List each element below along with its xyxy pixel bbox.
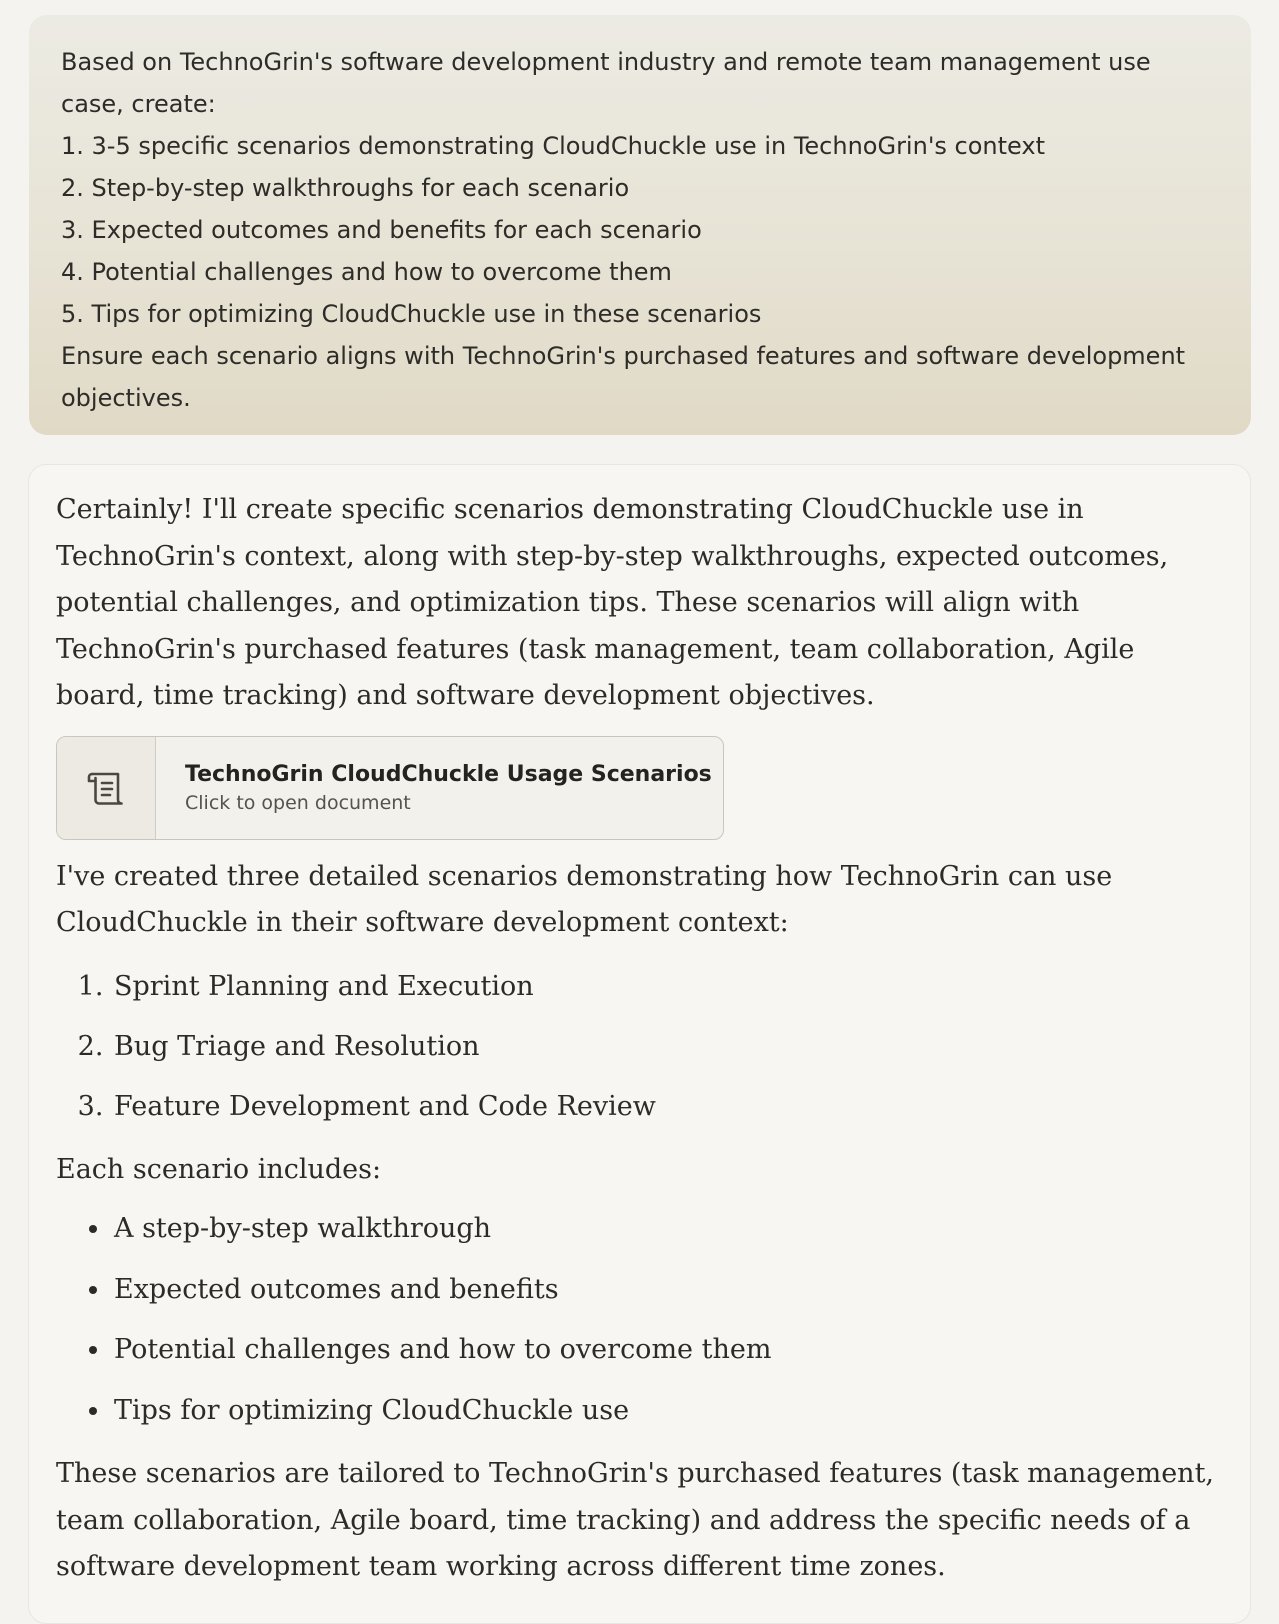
scenarios-intro-text: I've created three detailed scenarios demonstrating how TechnoGrin can use CloudChuckle in their software development context: [56, 860, 1113, 938]
user-message-line: 1. 3-5 specific scenarios demonstrating CloudChuckle use in TechnoGrin's context [61, 132, 1045, 160]
artifact-card[interactable] [56, 736, 724, 840]
list-item: • A step-by-step walkthrough [112, 1199, 1223, 1260]
user-message-bubble [29, 15, 1251, 435]
list-item: • Potential challenges and how to overcome them [112, 1320, 1223, 1381]
list-item: 2. Bug Triage and Resolution [112, 1017, 1223, 1077]
includes-intro-text: Each scenario includes: [56, 1153, 382, 1185]
list-item: 3. Feature Development and Code Review [112, 1077, 1223, 1137]
artifact-title: TechnoGrin CloudChuckle Usage Scenarios [185, 761, 712, 787]
list-item: • Tips for optimizing CloudChuckle use [112, 1381, 1223, 1442]
artifact-text [156, 737, 712, 839]
includes-list [56, 1199, 1223, 1441]
user-message-line: 5. Tips for optimizing CloudChuckle use in these scenarios [61, 300, 762, 328]
artifact-icon-box [57, 737, 156, 839]
list-item: 1. Sprint Planning and Execution [112, 957, 1223, 1017]
list-item: • Expected outcomes and benefits [112, 1260, 1223, 1321]
user-message-line: Based on TechnoGrin's software development industry and remote team management use case, create: [61, 48, 1151, 118]
assistant-message-bubble [28, 464, 1251, 1624]
assistant-intro-text: Certainly! I'll create specific scenarios demonstrating CloudChuckle use in TechnoGrin's context, along with step-by-step walkthroughs, expected outcomes, potential challenges, and optimization tips. These scenarios will align with TechnoGrin's purchased features (task management, team collaboration, Agile board, time tracking) and software development objectives. [56, 494, 1169, 711]
user-message-line: 2. Step-by-step walkthroughs for each scenario [61, 174, 630, 202]
scroll-document-icon [86, 770, 126, 806]
user-message-line: 4. Potential challenges and how to overcome them [61, 258, 672, 286]
scenario-list [56, 957, 1223, 1137]
closing-text: These scenarios are tailored to TechnoGrin's purchased features (task management, team collaboration, Agile board, time tracking) and address the specific needs of a software development team working across different time zones. [56, 1458, 1215, 1582]
user-message-line: 3. Expected outcomes and benefits for each scenario [61, 216, 702, 244]
user-message-line: Ensure each scenario aligns with TechnoGrin's purchased features and software development objectives. [61, 342, 1186, 412]
artifact-subtitle: Click to open document [185, 791, 411, 814]
